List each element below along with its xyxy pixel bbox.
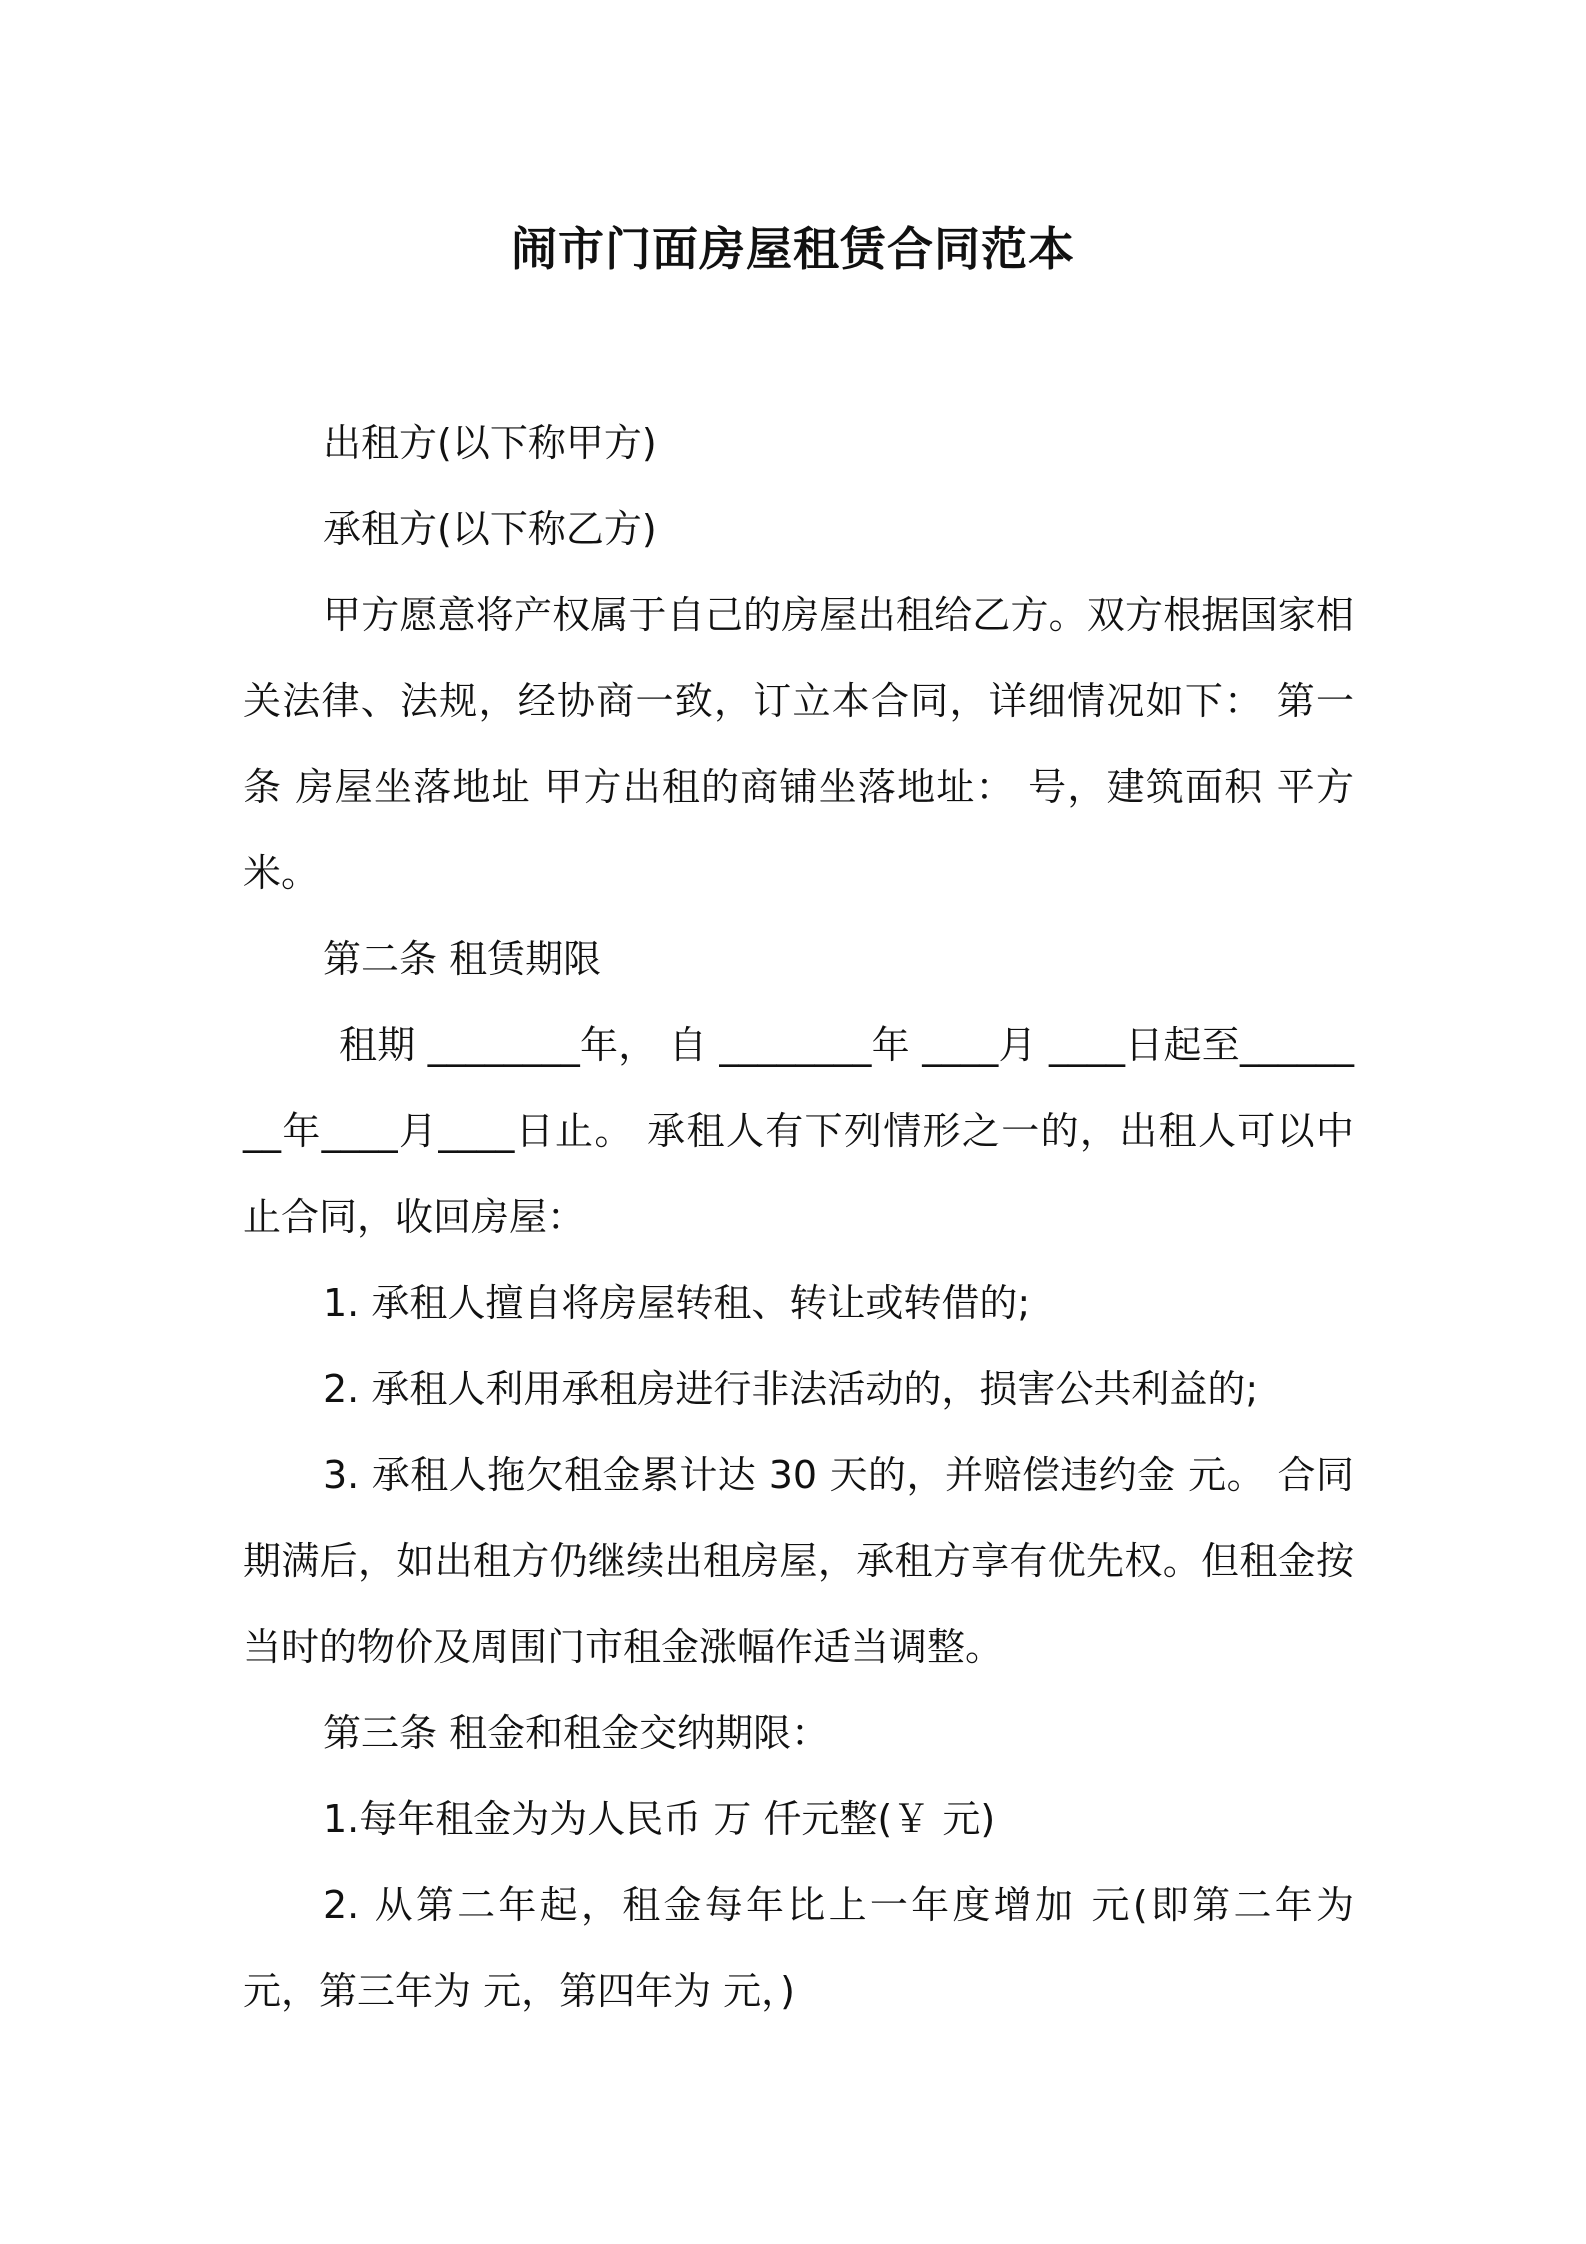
paragraph-rent-2: 2. 从第二年起，租金每年比上一年度增加 元(即第二年为 元，第三年为 元，第四年为 元，) bbox=[243, 1883, 1354, 2013]
paragraph-clause-2: 2. 承租人利用承租房进行非法活动的，损害公共利益的; bbox=[323, 1367, 1259, 1411]
paragraph-article-2-heading: 第二条 租赁期限 bbox=[323, 937, 602, 981]
paragraph-lease-term: 租期 ________年， 自 ________年 ____月 ____日起至________年____月____日止。 承租人有下列情形之一的，出租人可以中止合同，收回房屋： bbox=[243, 1023, 1354, 1239]
document-body bbox=[243, 400, 1354, 2034]
paragraph-article-3-heading: 第三条 租金和租金交纳期限： bbox=[323, 1711, 830, 1755]
paragraph-lessee: 承租方(以下称乙方) bbox=[323, 507, 657, 551]
document-title: 闹市门面房屋租赁合同范本 bbox=[511, 222, 1075, 276]
paragraph-rent-1: 1.每年租金为为人民币 万 仟元整(￥ 元) bbox=[323, 1797, 996, 1841]
paragraph-lessor: 出租方(以下称甲方) bbox=[323, 421, 657, 465]
paragraph-clause-3: 3. 承租人拖欠租金累计达 30 天的，并赔偿违约金 元。 合同期满后，如出租方仍继续出租房屋，承租方享有优先权。但租金按当时的物价及周围门市租金涨幅作适当调整。 bbox=[243, 1453, 1354, 1669]
paragraph-clause-1: 1. 承租人擅自将房屋转租、转让或转借的; bbox=[323, 1281, 1031, 1325]
paragraph-intro-article-1: 甲方愿意将产权属于自己的房屋出租给乙方。双方根据国家相关法律、法规，经协商一致，订立本合同，详细情况如下： 第一条 房屋坐落地址 甲方出租的商铺坐落地址： 号，建筑面积 平方米。 bbox=[243, 593, 1354, 895]
